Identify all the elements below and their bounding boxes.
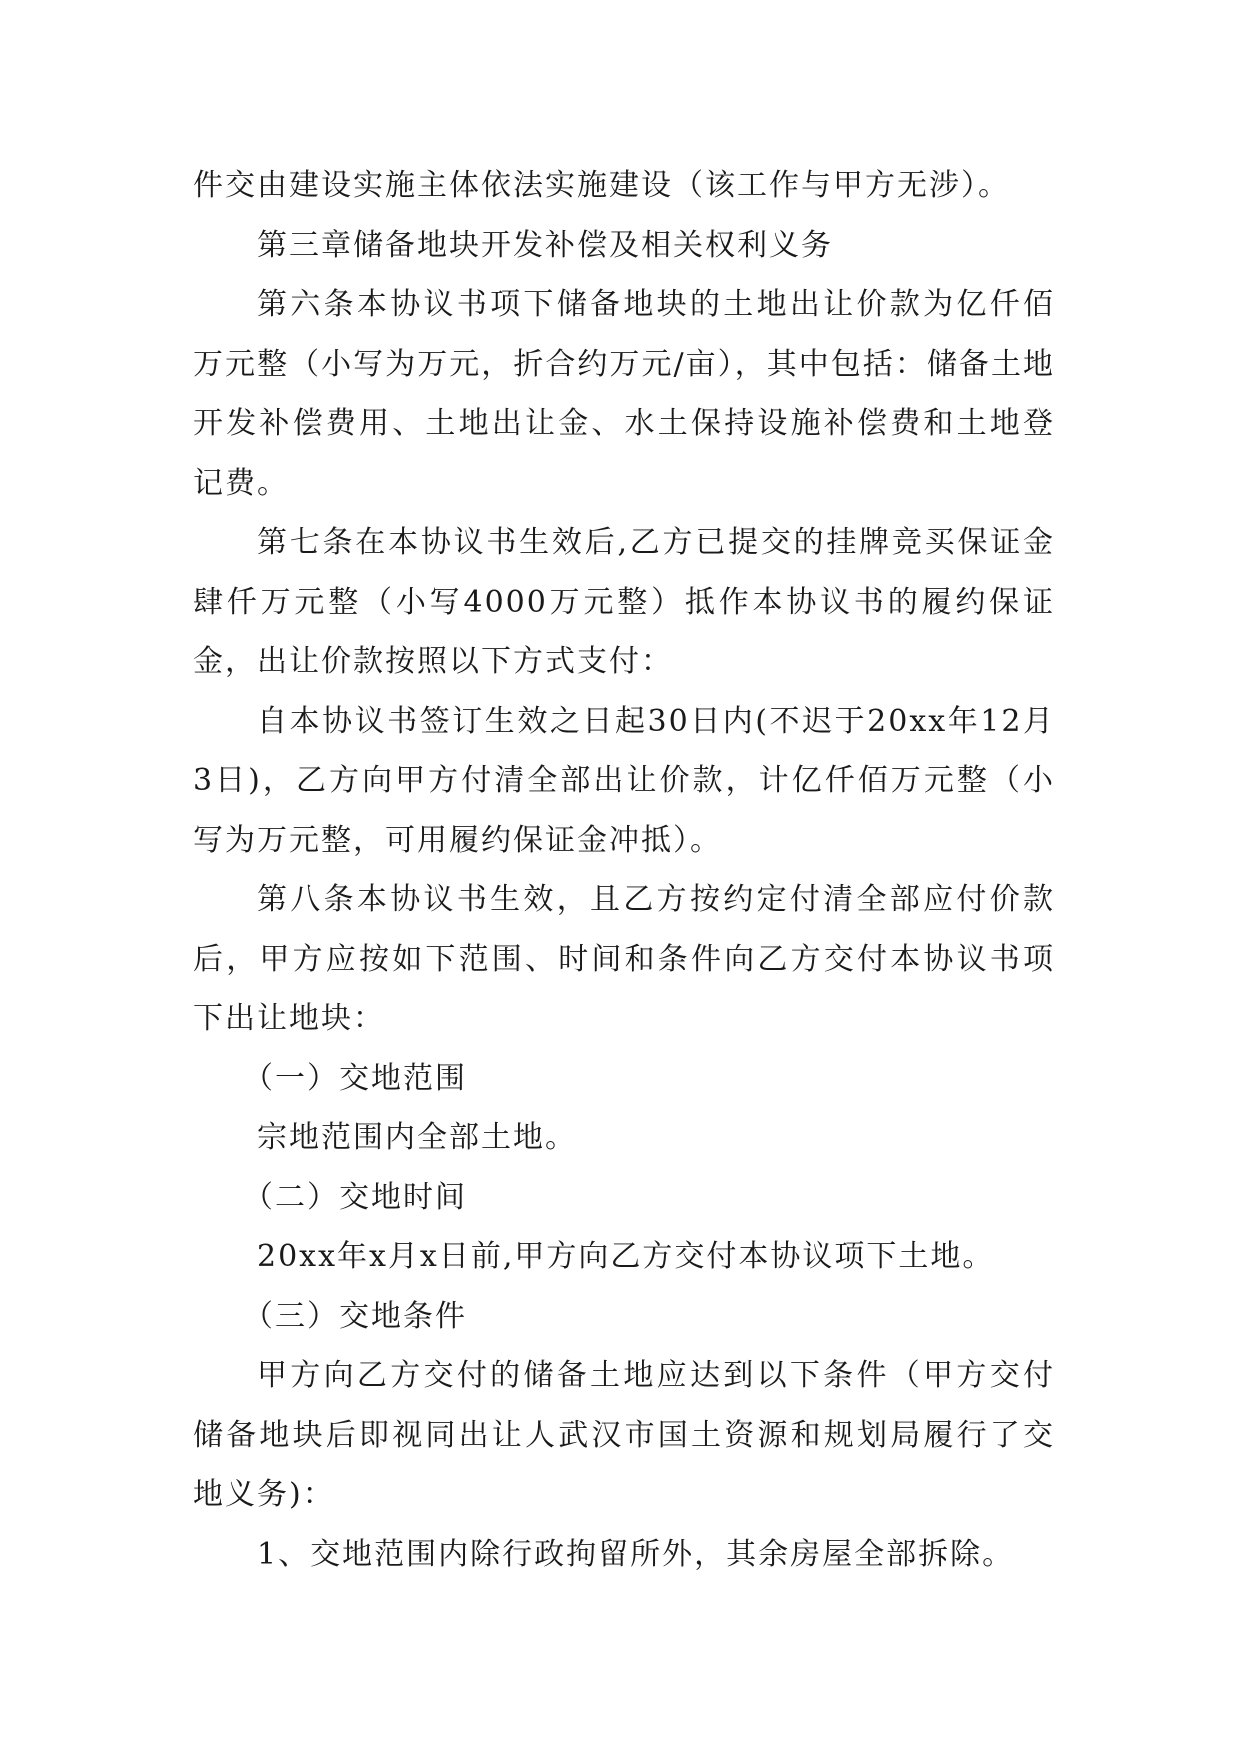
condition-item-1: 1、交地范围内除行政拘留所外，其余房屋全部拆除。 — [257, 1536, 1015, 1572]
delivery-conditions-paragraph: 甲方向乙方交付的储备土地应达到以下条件（甲方交付储备地块后即视同出让人武汉市国土资源和规划局履行了交地义务)： — [193, 1358, 1055, 1512]
subheading-land-scope: （一）交地范围 — [243, 1060, 467, 1096]
article-6-paragraph: 第六条本协议书项下储备地块的土地出让价款为亿仟佰万元整（小写为万元，折合约万元/亩），其中包括：储备土地开发补偿费用、土地出让金、水土保持设施补偿费和土地登记费。 — [193, 287, 1055, 501]
delivery-time-paragraph: 20xx年x月x日前,甲方向乙方交付本协议项下土地。 — [257, 1239, 995, 1274]
document-body — [193, 156, 1055, 1584]
subheading-delivery-conditions: （三）交地条件 — [243, 1298, 467, 1334]
paragraph-continuation: 件交由建设实施主体依法实施建设（该工作与甲方无涉）。 — [193, 168, 1010, 203]
subheading-delivery-time: （二）交地时间 — [243, 1179, 467, 1215]
article-8-paragraph: 第八条本协议书生效，且乙方按约定付清全部应付价款后，甲方应按如下范围、时间和条件向乙方交付本协议书项下出让地块： — [193, 882, 1055, 1036]
article-7-paragraph: 第七条在本协议书生效后,乙方已提交的挂牌竞买保证金肆仟万元整（小写4000万元整）抵作本协议书的履约保证金，出让价款按照以下方式支付： — [193, 525, 1055, 679]
land-scope-paragraph: 宗地范围内全部土地。 — [257, 1120, 577, 1155]
chapter-heading: 第三章储备地块开发补偿及相关权利义务 — [257, 227, 833, 263]
payment-terms-paragraph: 自本协议书签订生效之日起30日内(不迟于20xx年12月3日)，乙方向甲方付清全部出让价款，计亿仟佰万元整（小写为万元整，可用履约保证金冲抵）。 — [193, 703, 1055, 858]
